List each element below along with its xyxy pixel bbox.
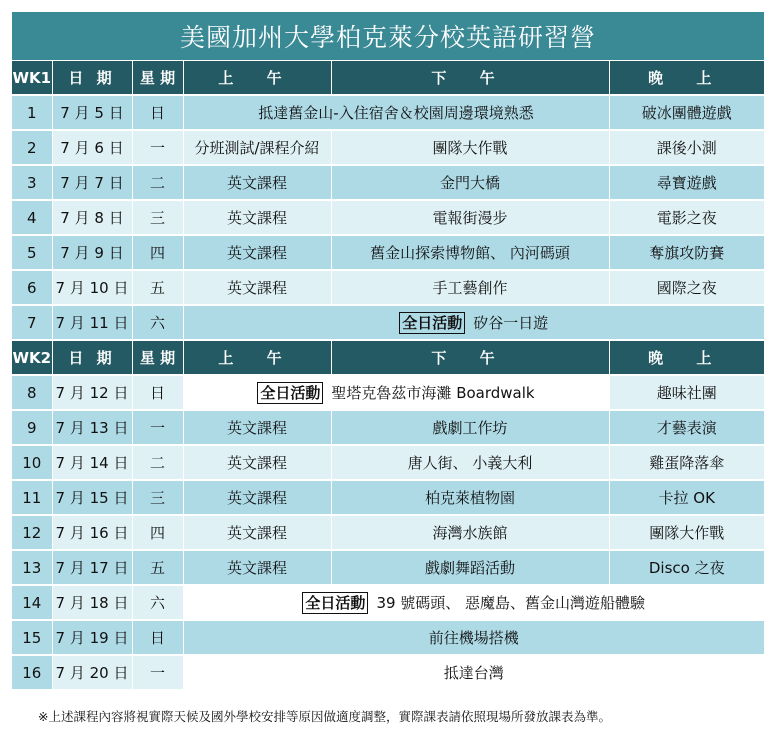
- morning-cell: 英文課程: [183, 165, 331, 200]
- table-row: [12, 375, 764, 410]
- weekday-cell: 二: [132, 445, 183, 480]
- header-evening: 晚 上: [609, 340, 764, 375]
- afternoon-cell: 團隊大作戰: [331, 130, 609, 165]
- full-day-tag: 全日活動: [257, 382, 323, 404]
- footnote: ※上述課程內容將視實際天候及國外學校安排等原因做適度調整，實際課表請依照現場所發放課表為準。: [38, 709, 611, 724]
- day-number: 13: [12, 550, 52, 585]
- weekday-cell: 三: [132, 480, 183, 515]
- day-number: 6: [12, 270, 52, 305]
- day-number: 10: [12, 445, 52, 480]
- date-cell: 7 月 20 日: [52, 655, 132, 690]
- evening-cell: 尋寶遊戲: [609, 165, 764, 200]
- date-cell: 7 月 15 日: [52, 480, 132, 515]
- weekday-cell: 六: [132, 305, 183, 340]
- table-row: [12, 270, 764, 305]
- header-evening: 晚 上: [609, 61, 764, 95]
- schedule-container: [12, 12, 764, 691]
- full-day-cell: [183, 305, 764, 340]
- morning-cell: 英文課程: [183, 550, 331, 585]
- date-cell: 7 月 16 日: [52, 515, 132, 550]
- afternoon-cell: 戲劇舞蹈活動: [331, 550, 609, 585]
- table-row: [12, 445, 764, 480]
- activity-span-cell: [183, 375, 609, 410]
- afternoon-cell: 海灣水族館: [331, 515, 609, 550]
- afternoon-cell: 舊金山探索博物館、 內河碼頭: [331, 235, 609, 270]
- table-header-wk1: [12, 61, 764, 95]
- table-header-wk2: [12, 340, 764, 375]
- table-row: [12, 130, 764, 165]
- weekday-cell: 四: [132, 515, 183, 550]
- evening-cell: 破冰團體遊戲: [609, 95, 764, 130]
- full-day-activity: 矽谷一日遊: [473, 313, 549, 332]
- date-cell: 7 月 10 日: [52, 270, 132, 305]
- header-weekday: 星 期: [132, 61, 183, 95]
- day-number: 8: [12, 375, 52, 410]
- weekday-cell: 六: [132, 585, 183, 620]
- date-cell: 7 月 17 日: [52, 550, 132, 585]
- day-number: 7: [12, 305, 52, 340]
- evening-cell: 趣味社團: [609, 375, 764, 410]
- page-title: 美國加州大學柏克萊分校英語研習營: [12, 12, 764, 60]
- full-day-tag: 全日活動: [399, 312, 465, 334]
- evening-cell: Disco 之夜: [609, 550, 764, 585]
- weekday-cell: 五: [132, 270, 183, 305]
- evening-cell: 雞蛋降落傘: [609, 445, 764, 480]
- date-cell: 7 月 11 日: [52, 305, 132, 340]
- table-row: [12, 480, 764, 515]
- morning-cell: 英文課程: [183, 200, 331, 235]
- afternoon-cell: 戲劇工作坊: [331, 410, 609, 445]
- day-number: 4: [12, 200, 52, 235]
- weekday-cell: 三: [132, 200, 183, 235]
- morning-cell: 英文課程: [183, 235, 331, 270]
- date-cell: 7 月 13 日: [52, 410, 132, 445]
- header-week: WK2: [12, 340, 52, 375]
- morning-cell: 英文課程: [183, 480, 331, 515]
- weekday-cell: 四: [132, 235, 183, 270]
- evening-cell: 奪旗攻防賽: [609, 235, 764, 270]
- afternoon-cell: 電報街漫步: [331, 200, 609, 235]
- day-number: 16: [12, 655, 52, 690]
- morning-cell: 英文課程: [183, 410, 331, 445]
- header-weekday: 星 期: [132, 340, 183, 375]
- day-number: 3: [12, 165, 52, 200]
- morning-cell: 英文課程: [183, 270, 331, 305]
- schedule-table: [12, 61, 764, 691]
- afternoon-cell: 金門大橋: [331, 165, 609, 200]
- date-cell: 7 月 19 日: [52, 620, 132, 655]
- date-cell: 7 月 9 日: [52, 235, 132, 270]
- full-day-cell: [183, 585, 764, 620]
- date-cell: 7 月 5 日: [52, 95, 132, 130]
- header-date: 日 期: [52, 61, 132, 95]
- weekday-cell: 日: [132, 375, 183, 410]
- weekday-cell: 二: [132, 165, 183, 200]
- evening-cell: 課後小測: [609, 130, 764, 165]
- header-date: 日 期: [52, 340, 132, 375]
- table-row: [12, 235, 764, 270]
- date-cell: 7 月 14 日: [52, 445, 132, 480]
- full-day-cell: 前往機場搭機: [183, 620, 764, 655]
- table-row: [12, 515, 764, 550]
- activity-span-cell: 抵達舊金山-入住宿舍＆校園周邊環境熟悉: [183, 95, 609, 130]
- day-number: 2: [12, 130, 52, 165]
- day-number: 15: [12, 620, 52, 655]
- weekday-cell: 一: [132, 130, 183, 165]
- afternoon-cell: 手工藝創作: [331, 270, 609, 305]
- full-day-tag: 全日活動: [302, 592, 368, 614]
- table-row: [12, 655, 764, 690]
- table-row: [12, 305, 764, 340]
- date-cell: 7 月 7 日: [52, 165, 132, 200]
- day-number: 14: [12, 585, 52, 620]
- weekday-cell: 一: [132, 410, 183, 445]
- evening-cell: 電影之夜: [609, 200, 764, 235]
- date-cell: 7 月 6 日: [52, 130, 132, 165]
- date-cell: 7 月 12 日: [52, 375, 132, 410]
- evening-cell: 才藝表演: [609, 410, 764, 445]
- table-row: [12, 410, 764, 445]
- morning-cell: 英文課程: [183, 445, 331, 480]
- weekday-cell: 日: [132, 620, 183, 655]
- day-number: 5: [12, 235, 52, 270]
- table-row: [12, 200, 764, 235]
- afternoon-cell: 唐人街、 小義大利: [331, 445, 609, 480]
- evening-cell: 卡拉 OK: [609, 480, 764, 515]
- afternoon-cell: 柏克萊植物園: [331, 480, 609, 515]
- full-day-activity: 39 號碼頭、 惡魔島、舊金山灣遊船體驗: [376, 593, 646, 612]
- date-cell: 7 月 18 日: [52, 585, 132, 620]
- header-morning: 上 午: [183, 61, 331, 95]
- date-cell: 7 月 8 日: [52, 200, 132, 235]
- weekday-cell: 一: [132, 655, 183, 690]
- table-row: [12, 620, 764, 655]
- table-row: [12, 165, 764, 200]
- day-number: 1: [12, 95, 52, 130]
- day-number: 9: [12, 410, 52, 445]
- full-day-cell: 抵達台灣: [183, 655, 764, 690]
- day-number: 12: [12, 515, 52, 550]
- header-afternoon: 下 午: [331, 340, 609, 375]
- weekday-cell: 五: [132, 550, 183, 585]
- table-row: [12, 550, 764, 585]
- table-row: [12, 95, 764, 130]
- full-day-activity: 聖塔克魯茲市海灘 Boardwalk: [331, 383, 535, 402]
- evening-cell: 國際之夜: [609, 270, 764, 305]
- morning-cell: 分班測試/課程介紹: [183, 130, 331, 165]
- header-afternoon: 下 午: [331, 61, 609, 95]
- day-number: 11: [12, 480, 52, 515]
- morning-cell: 英文課程: [183, 515, 331, 550]
- weekday-cell: 日: [132, 95, 183, 130]
- table-row: [12, 585, 764, 620]
- header-morning: 上 午: [183, 340, 331, 375]
- evening-cell: 團隊大作戰: [609, 515, 764, 550]
- header-week: WK1: [12, 61, 52, 95]
